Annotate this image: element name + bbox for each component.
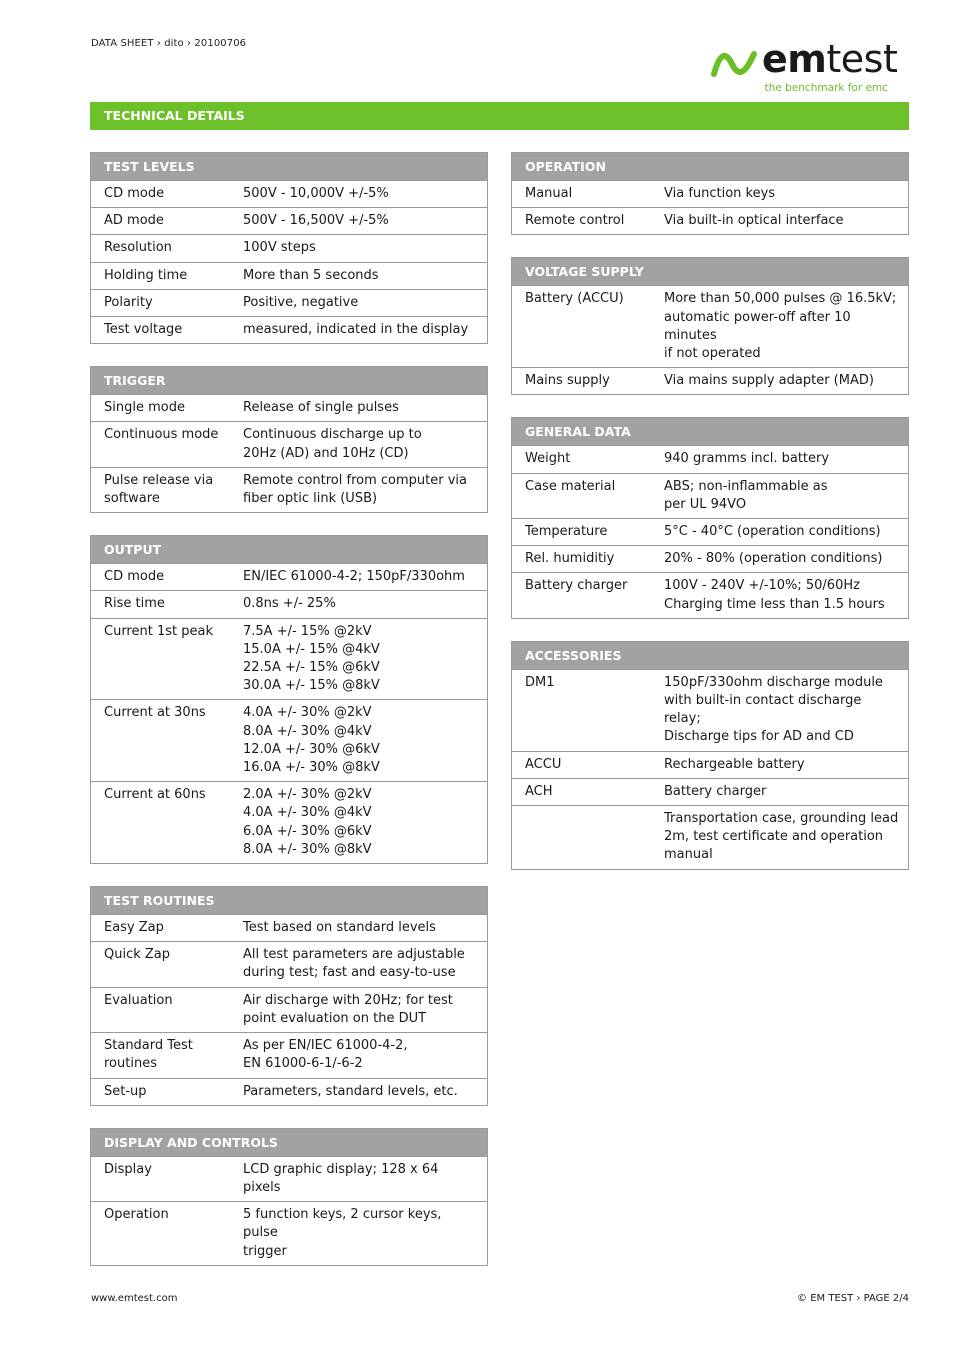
logo-tagline: the benchmark for emc — [764, 82, 888, 94]
spec-label: Current at 30ns — [104, 705, 206, 721]
spec-value: Test based on standard levels — [243, 920, 436, 936]
spec-value: 5 function keys, 2 cursor keys, pulse trigger — [243, 1207, 442, 1259]
spec-row — [91, 1078, 487, 1105]
spec-label: Mains supply — [525, 373, 610, 389]
spec-table-output — [90, 535, 488, 864]
emtest-logo — [710, 37, 910, 98]
spec-value: Air discharge with 20Hz; for test point evaluation on the DUT — [243, 992, 453, 1026]
spec-value: Remote control from computer via fiber optic link (USB) — [243, 472, 467, 507]
spec-value: 5°C - 40°C (operation conditions) — [664, 524, 881, 540]
spec-table-display-and-controls — [90, 1128, 488, 1266]
spec-label — [525, 810, 664, 865]
spec-label: Battery (ACCU) — [525, 291, 624, 307]
spec-value: Via built-in optical interface — [664, 213, 844, 229]
logo-wordmark: emtest — [762, 37, 898, 81]
spec-value: Positive, negative — [243, 294, 359, 310]
spec-row — [512, 473, 908, 518]
footer-website: www.emtest.com — [91, 1293, 178, 1304]
spec-value: Continuous discharge up to 20Hz (AD) and 10Hz (CD) — [243, 427, 422, 461]
spec-value: LCD graphic display; 128 x 64 pixels — [243, 1161, 439, 1195]
spec-value: Via function keys — [664, 186, 776, 201]
spec-table-title: TEST ROUTINES — [91, 887, 487, 914]
spec-label: Temperature — [525, 524, 608, 540]
spec-row — [91, 1032, 487, 1077]
spec-value: 100V - 240V +/-10%; 50/60Hz Charging time less than 1.5 hours — [664, 578, 885, 612]
spec-label: Set-up — [104, 1083, 147, 1099]
spec-row — [512, 518, 908, 545]
spec-row — [91, 941, 487, 986]
spec-row — [512, 669, 908, 751]
spec-row — [91, 234, 487, 261]
spec-value: measured, indicated in the display — [243, 322, 469, 338]
spec-row — [512, 367, 908, 394]
spec-table-test-routines — [90, 886, 488, 1106]
spec-label: Rel. humiditiy — [525, 551, 615, 567]
spec-row — [91, 289, 487, 316]
spec-label: Weight — [525, 451, 571, 467]
spec-table-title: VOLTAGE SUPPLY — [512, 258, 908, 285]
spec-label: Rise time — [104, 596, 165, 612]
spec-label: Resolution — [104, 240, 172, 256]
spec-table-title: DISPLAY AND CONTROLS — [91, 1129, 487, 1156]
spec-label: Display — [104, 1161, 152, 1177]
wave-logo-icon — [710, 50, 758, 78]
spec-row — [91, 699, 487, 781]
spec-label: Manual — [525, 186, 573, 201]
left-column — [90, 152, 488, 1288]
spec-label: Easy Zap — [104, 920, 164, 936]
spec-row — [91, 421, 487, 466]
spec-value: Battery charger — [664, 783, 767, 799]
spec-label: CD mode — [104, 186, 165, 201]
breadcrumb: DATA SHEET › dito › 20100706 — [91, 38, 247, 49]
spec-table-accessories — [511, 641, 909, 870]
spec-row — [91, 618, 487, 700]
section-title: TECHNICAL DETAILS — [90, 102, 909, 130]
spec-label: Continuous mode — [104, 427, 219, 443]
spec-value: 7.5A +/- 15% @2kV 15.0A +/- 15% @4kV 22.5A +/- 15% @6kV 30.0A +/- 15% @8kV — [243, 623, 380, 694]
spec-row — [91, 316, 487, 343]
spec-value: Via mains supply adapter (MAD) — [664, 373, 874, 389]
spec-value: As per EN/IEC 61000-4-2, EN 61000-6-1/-6-2 — [243, 1038, 408, 1072]
spec-value: 940 gramms incl. battery — [664, 451, 830, 467]
spec-value: 20% - 80% (operation conditions) — [664, 551, 883, 567]
spec-table-title: ACCESSORIES — [512, 642, 908, 669]
footer-page-info: © EM TEST › PAGE 2/4 — [797, 1293, 909, 1304]
spec-label: Single mode — [104, 400, 185, 416]
spec-row — [512, 285, 908, 367]
spec-row — [512, 778, 908, 805]
spec-value: EN/IEC 61000-4-2; 150pF/330ohm — [243, 569, 465, 585]
spec-label: Battery charger — [525, 578, 628, 594]
spec-label: Pulse release via software — [104, 472, 214, 507]
spec-row — [512, 207, 908, 234]
spec-label: Holding time — [104, 267, 188, 283]
spec-value: 4.0A +/- 30% @2kV 8.0A +/- 30% @4kV 12.0A +/- 30% @6kV 16.0A +/- 30% @8kV — [243, 705, 380, 776]
right-column — [511, 152, 909, 892]
spec-row — [91, 563, 487, 590]
spec-row — [91, 394, 487, 421]
spec-table-voltage-supply — [511, 257, 909, 395]
spec-label: Standard Test routines — [104, 1038, 193, 1072]
spec-label: CD mode — [104, 569, 165, 585]
spec-row — [512, 180, 908, 207]
spec-label: DM1 — [525, 674, 555, 690]
spec-value: Release of single pulses — [243, 400, 399, 416]
spec-row — [91, 914, 487, 941]
spec-label: Case material — [525, 478, 616, 494]
spec-value: ABS; non-inflammable as per UL 94VO — [664, 478, 828, 512]
spec-label: Test voltage — [104, 322, 183, 338]
spec-row — [512, 751, 908, 778]
spec-table-trigger — [90, 366, 488, 513]
spec-table-title: GENERAL DATA — [512, 418, 908, 445]
spec-row — [91, 987, 487, 1032]
spec-label: Evaluation — [104, 992, 173, 1008]
spec-row — [91, 1201, 487, 1265]
spec-table-test-levels — [90, 152, 488, 344]
spec-value: All test parameters are adjustable during test; fast and easy-to-use — [243, 947, 465, 981]
spec-label: Current 1st peak — [104, 623, 213, 639]
spec-row — [512, 805, 908, 869]
spec-label: Operation — [104, 1207, 169, 1223]
spec-label: Polarity — [104, 294, 153, 310]
spec-row — [91, 262, 487, 289]
spec-table-title: OUTPUT — [91, 536, 487, 563]
spec-row — [91, 781, 487, 863]
spec-table-general-data — [511, 417, 909, 618]
spec-label: Remote control — [525, 213, 625, 229]
spec-value: 500V - 10,000V +/-5% — [243, 186, 389, 201]
spec-row — [91, 1156, 487, 1201]
spec-value: More than 5 seconds — [243, 267, 379, 283]
spec-table-title: TRIGGER — [91, 367, 487, 394]
spec-label: AD mode — [104, 213, 164, 229]
spec-value: 500V - 16,500V +/-5% — [243, 213, 389, 229]
spec-value: Rechargeable battery — [664, 756, 805, 772]
spec-label: Current at 60ns — [104, 787, 206, 803]
spec-value: Transportation case, grounding lead 2m, test certificate and operation manual — [664, 811, 899, 863]
spec-row — [512, 545, 908, 572]
spec-value: Parameters, standard levels, etc. — [243, 1083, 458, 1099]
spec-label: ACCU — [525, 756, 562, 772]
spec-table-title: TEST LEVELS — [91, 153, 487, 180]
spec-row — [91, 207, 487, 234]
spec-label: Quick Zap — [104, 947, 171, 963]
spec-row — [512, 445, 908, 472]
spec-row — [91, 590, 487, 617]
spec-row — [512, 572, 908, 617]
spec-value: 0.8ns +/- 25% — [243, 596, 336, 612]
spec-row — [91, 467, 487, 512]
spec-value: 150pF/330ohm discharge module with built-in contact discharge relay; Discharge tips for AD and CD — [664, 674, 883, 745]
spec-table-title: OPERATION — [512, 153, 908, 180]
spec-row — [91, 180, 487, 207]
spec-value: More than 50,000 pulses @ 16.5kV; automatic power-off after 10 minutes if not operated — [664, 291, 897, 362]
spec-value: 100V steps — [243, 240, 316, 256]
spec-table-operation — [511, 152, 909, 235]
spec-value: 2.0A +/- 30% @2kV 4.0A +/- 30% @4kV 6.0A +/- 30% @6kV 8.0A +/- 30% @8kV — [243, 787, 372, 857]
spec-label: ACH — [525, 783, 553, 799]
